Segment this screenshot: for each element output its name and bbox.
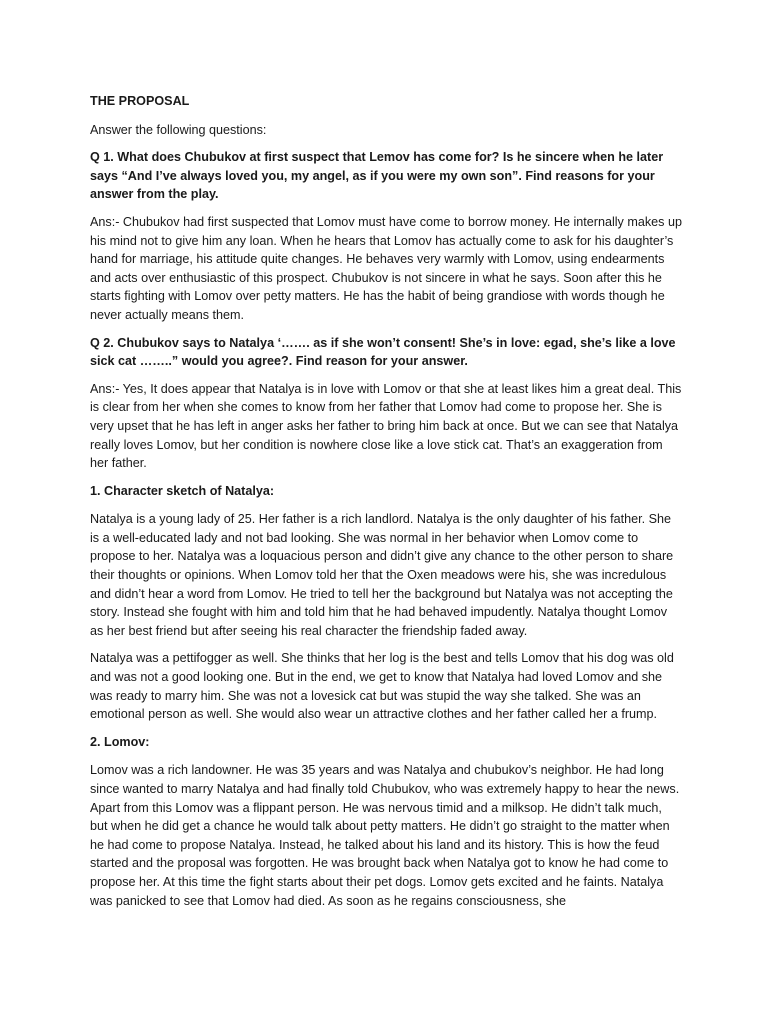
lomov-paragraph-1: Lomov was a rich landowner. He was 35 years and was Natalya and chubukov’s neighbor. He had long since wanted to marry Natalya and had finally told Chubukov, who was extremely happy to hear the news. Apart from this Lomov was a flippant person. He was nervous timid and a milksop. He didn’t talk much, but when he did get a chance he would talk about petty matters. He didn’t go straight to the matter when he had come to propose Natalya. Instead, he talked about his land and its history. This is how the feud started and the proposal was forgotten. He was brought back when Natalya got to know he had come to propose her. At this time the fight starts about their pet dogs. Lomov gets excited and he faints. Natalya was panicked to see that Lomov had died. As soon as he regains consciousness, she <box>90 763 680 908</box>
instructions-text: Answer the following questions: <box>90 122 267 137</box>
document-page <box>90 92 682 919</box>
lomov-heading: 2. Lomov: <box>90 734 150 749</box>
natalya-paragraph-2: Natalya was a pettifogger as well. She thinks that her log is the best and tells Lomov that his dog was old and was not a good looking one. But in the end, we get to know that Natalya had loved Lomov and she was ready to marry him. She was not a lovesick cat but was stupid the way she talked. She was an emotional person as well. She would also wear un attractive clothes and her father called her a frump. <box>90 651 674 722</box>
document-title: THE PROPOSAL <box>90 94 190 108</box>
natalya-paragraph-1: Natalya is a young lady of 25. Her father is a rich landlord. Natalya is the only daughter of his father. She is a well-educated lady and not bad looking. She was normal in her behavior when Lomov come to propose to her. Natalya was a loquacious person and didn’t give any chance to the other person to share their thoughts or opinions. When Lomov told her that the Oxen meadows were his, she was incredulous and didn’t hear a word from Lomov. He tried to tell her the background but Natalya was not accepting the story. Instead she fought with him and told him that he had behaved impudently. Natalya thought Lomov as her best friend but after seeing his real character the friendship faded away. <box>90 512 674 638</box>
answer-2: Ans:- Yes, It does appear that Natalya is in love with Lomov or that she at least likes him a great deal. This is clear from her when she comes to know from her father that Lomov had come to propose her. She is very upset that he has left in anger asks her father to bring him back at once. But we can see that Natalya really loves Lomov, but her condition is nowhere close like a love stick cat. That’s an exaggeration from her father. <box>90 381 682 471</box>
question-2: Q 2. Chubukov says to Natalya ‘……. as if she won’t consent! She’s in love: egad, she’s like a love sick cat ……..” would you agree?. Find reason for your answer. <box>90 335 676 369</box>
natalya-heading: 1. Character sketch of Natalya: <box>90 483 275 498</box>
question-1: Q 1. What does Chubukov at first suspect that Lemov has come for? Is he sincere when he later says “And I’ve always loved you, my angel, as if you were my own son”. Find reasons for your answer from the play. <box>90 150 664 202</box>
answer-1: Ans:- Chubukov had first suspected that Lomov must have come to borrow money. He internally makes up his mind not to give him any loan. When he hears that Lomov has actually come to ask for his daughter’s hand for marriage, his attitude quite changes. He behaves very warmly with Lomov, using endearments and acts over enthusiastic of this prospect. Chubukov is not sincere in what he says. Soon after this he starts fighting with Lomov over petty matters. He has the habit of being grandiose with words though he never actually means them. <box>90 214 682 322</box>
